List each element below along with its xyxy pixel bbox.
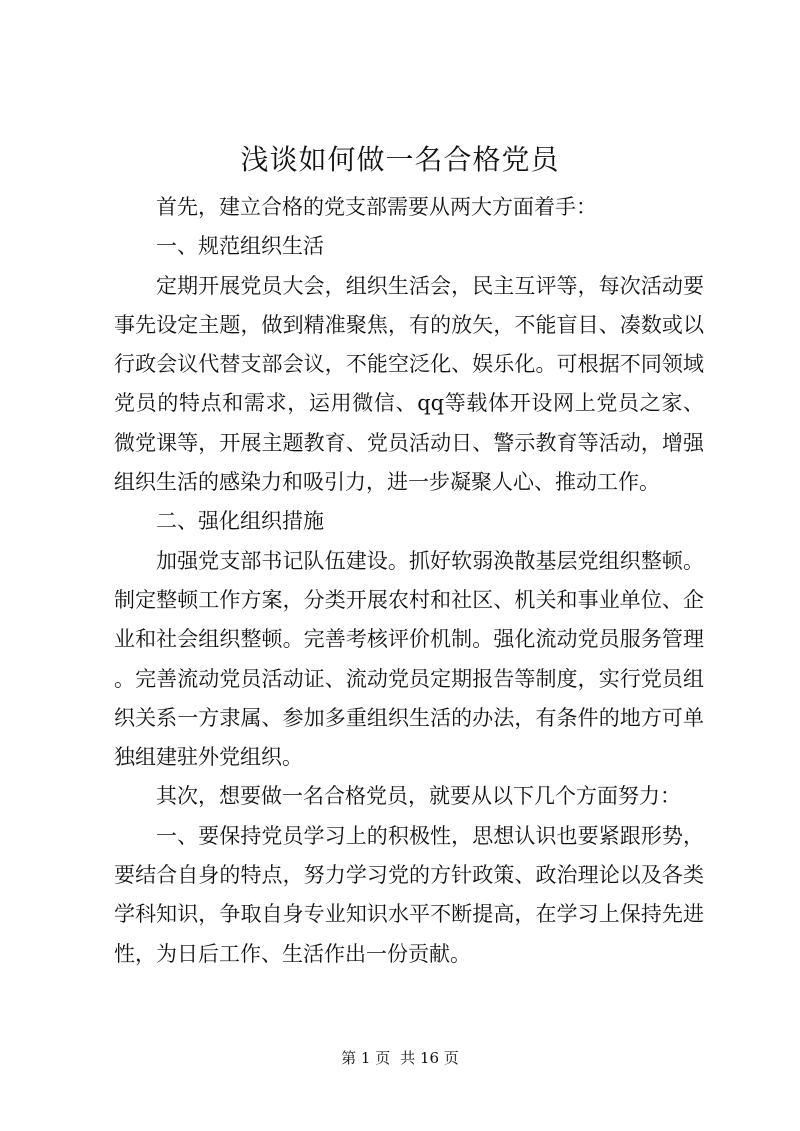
paragraph-organization-measures: 加强党支部书记队伍建设。抓好软弱涣散基层党组织整顿。制定整顿工作方案，分类开展农村和社区、机关和事业单位、企业和社会组织整顿。完善考核评价机制。强化流动党员服务管理。完善流动党员活动证、流动党员定期报告等制度，实行党员组织关系一方隶属、参加多重组织生活的办法，有条件的地方可单独组建驻外党组织。 xyxy=(114,548,704,770)
paragraph-heading-1: 一、规范组织生活 xyxy=(156,234,324,259)
paragraph-intro: 首先，建立合格的党支部需要从两大方面着手： xyxy=(156,195,597,219)
page-number: 第 1 页 xyxy=(341,1049,391,1067)
page-total: 共 16 页 xyxy=(400,1049,459,1067)
paragraph-organization-life: 定期开展党员大会，组织生活会，民主互评等，每次活动要事先设定主题，做到精准聚焦，有的放矢，不能盲目、凑数或以行政会议代替支部会议，不能空泛化、娱乐化。可根据不同领域党员的特点和需求，运用微信、qq等载体开设网上党员之家、微党课等，开展主题教育、党员活动日、警示教育等活动，增强组织生活的感染力和吸引力，进一步凝聚人心、推动工作。 xyxy=(114,273,704,495)
paragraph-study: 一、要保持党员学习上的积极性，思想认识也要紧跟形势，要结合自身的特点，努力学习党的方针政策、政治理论以及各类学科知识，争取自身专业知识水平不断提高，在学习上保持先进性，为日后工作、生活作出一份贡献。 xyxy=(114,823,704,966)
page-footer xyxy=(0,1048,800,1068)
paragraph-second-part: 其次，想要做一名合格党员，就要从以下几个方面努力： xyxy=(156,784,681,809)
document-body xyxy=(114,188,704,974)
paragraph-heading-2: 二、强化组织措施 xyxy=(156,509,324,534)
document-title: 浅谈如何做一名合格党员 xyxy=(240,143,560,176)
